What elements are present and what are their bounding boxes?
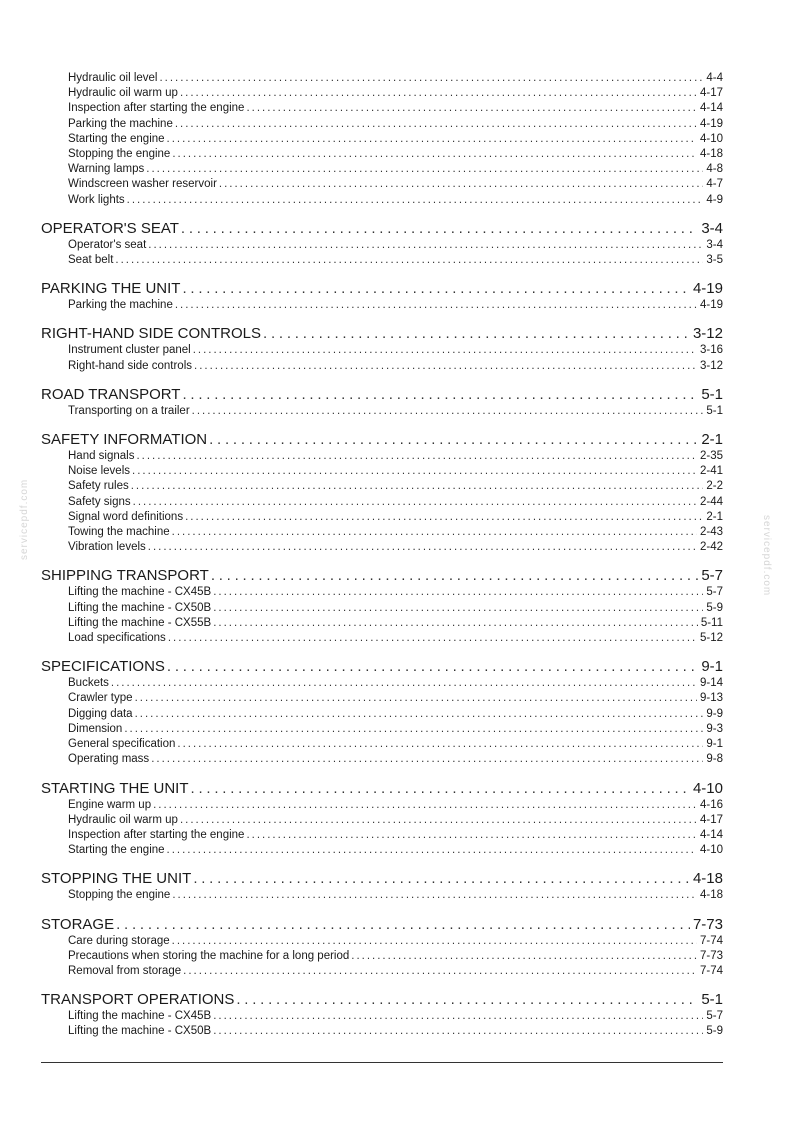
entry-page: 4-14	[699, 828, 723, 841]
entry-label: Digging data	[68, 707, 133, 720]
entry-page: 4-14	[699, 102, 723, 115]
entry-page: 4-4	[706, 72, 723, 84]
index-entry[interactable]	[41, 162, 723, 177]
entry-label: Removal from storage	[68, 964, 182, 977]
dot-leader	[172, 888, 697, 903]
index-entry[interactable]	[41, 737, 723, 752]
dot-leader	[167, 132, 697, 147]
index-section	[41, 780, 723, 859]
index-entry[interactable]	[41, 601, 723, 616]
entry-label: Operator's seat	[68, 238, 147, 251]
watermark-right: servicepdf.com	[761, 515, 772, 597]
entry-page: 2-43	[699, 526, 723, 539]
heading-page: 4-18	[692, 870, 723, 888]
entry-page: 7-74	[699, 934, 723, 947]
entry-page: 4-16	[699, 798, 723, 811]
index-entry[interactable]	[41, 479, 723, 494]
dot-leader	[213, 1009, 703, 1024]
index-entry[interactable]	[41, 616, 723, 631]
entry-label: Operating mass	[68, 753, 150, 766]
entry-label: Stopping the engine	[68, 889, 171, 902]
index-entry[interactable]	[41, 359, 723, 374]
entry-page: 9-8	[706, 753, 723, 766]
index-entry[interactable]	[41, 238, 723, 253]
dot-leader	[111, 676, 697, 691]
entry-label: Dimension	[68, 722, 123, 735]
entry-page: 4-18	[699, 889, 723, 902]
section-heading[interactable]	[41, 916, 723, 934]
index-entry[interactable]	[41, 177, 723, 192]
entry-label: Lifting the machine - CX45B	[68, 586, 212, 599]
index-entry[interactable]	[41, 298, 723, 313]
index-entry[interactable]	[41, 949, 723, 964]
entry-label: Safety rules	[68, 480, 129, 493]
entry-page: 2-41	[699, 465, 723, 478]
entry-page: 3-12	[699, 359, 723, 372]
dot-leader	[213, 1024, 703, 1039]
index-section	[41, 325, 723, 373]
index-entry[interactable]	[41, 1024, 723, 1039]
entry-page: 5-9	[706, 601, 723, 614]
entry-label: Warning lamps	[68, 163, 145, 176]
index-section	[41, 280, 723, 313]
index-entry[interactable]	[41, 71, 723, 86]
dot-leader	[213, 585, 703, 600]
dot-leader	[213, 616, 698, 631]
dot-leader	[124, 722, 703, 737]
dot-leader	[193, 870, 690, 888]
entry-label: Right-hand side controls	[68, 359, 193, 372]
entry-label: Parking the machine	[68, 299, 173, 312]
entry-label: Hydraulic oil warm up	[68, 813, 178, 826]
entry-page: 9-13	[699, 692, 723, 705]
entry-label: Starting the engine	[68, 132, 165, 145]
index-entry[interactable]	[41, 691, 723, 706]
dot-leader	[132, 464, 697, 479]
index-entry[interactable]	[41, 798, 723, 813]
heading-page: 4-10	[692, 779, 723, 797]
heading-page: 5-1	[701, 991, 723, 1009]
entry-page: 4-10	[699, 844, 723, 857]
index-entry[interactable]	[41, 828, 723, 843]
entry-page: 4-17	[699, 813, 723, 826]
entry-page: 9-1	[706, 738, 723, 751]
section-heading[interactable]	[41, 325, 723, 343]
entry-page: 5-11	[700, 616, 723, 629]
dot-leader	[182, 386, 698, 404]
footer-rule	[41, 1062, 723, 1063]
dot-leader	[263, 325, 690, 343]
entry-page: 5-9	[706, 1025, 723, 1038]
dot-leader	[181, 220, 698, 238]
dot-leader	[168, 631, 697, 646]
dot-leader	[153, 798, 697, 813]
entry-label: Lifting the machine - CX45B	[68, 1010, 212, 1023]
index-section	[41, 386, 723, 419]
entry-label: Load specifications	[68, 632, 166, 645]
entry-label: Instrument cluster panel	[68, 344, 191, 357]
entry-label: Hydraulic oil level	[68, 72, 158, 84]
dot-leader	[185, 510, 703, 525]
entry-page: 4-19	[699, 117, 723, 130]
index-entry[interactable]	[41, 193, 723, 208]
entry-label: Safety signs	[68, 495, 131, 508]
entry-page: 4-7	[706, 178, 723, 191]
index-section	[41, 567, 723, 646]
dot-leader	[213, 601, 703, 616]
index-entry[interactable]	[41, 495, 723, 510]
heading-label: SPECIFICATIONS	[41, 658, 165, 676]
section-heading[interactable]	[41, 870, 723, 888]
dot-leader	[180, 813, 697, 828]
entry-page: 5-7	[706, 1010, 723, 1023]
heading-page: 4-19	[692, 280, 723, 298]
index-entry[interactable]	[41, 86, 723, 101]
heading-label: SAFETY INFORMATION	[41, 431, 208, 449]
section-heading[interactable]	[41, 780, 723, 798]
index-entry[interactable]	[41, 631, 723, 646]
dot-leader	[172, 147, 697, 162]
heading-label: STORAGE	[41, 915, 115, 933]
index-entry[interactable]	[41, 132, 723, 147]
entry-label: General specification	[68, 738, 176, 751]
section-heading[interactable]	[41, 220, 723, 238]
entry-page: 4-10	[699, 132, 723, 145]
entry-page: 4-17	[699, 87, 723, 100]
heading-page: 7-73	[692, 915, 723, 933]
section-heading[interactable]	[41, 280, 723, 298]
section-heading[interactable]	[41, 431, 723, 449]
entry-page: 2-42	[699, 541, 723, 554]
dot-leader	[172, 934, 697, 949]
entry-page: 3-16	[699, 344, 723, 357]
index-section	[41, 71, 723, 208]
heading-label: ROAD TRANSPORT	[41, 385, 181, 403]
entry-label: Work lights	[68, 193, 125, 206]
section-heading[interactable]	[41, 991, 723, 1009]
heading-label: PARKING THE UNIT	[41, 280, 181, 298]
dot-leader	[131, 479, 704, 494]
entry-page: 2-35	[699, 450, 723, 463]
heading-page: 3-4	[701, 219, 723, 237]
entry-label: Hand signals	[68, 450, 135, 463]
entry-label: Hydraulic oil warm up	[68, 87, 178, 100]
entry-label: Inspection after starting the engine	[68, 102, 245, 115]
index-entry[interactable]	[41, 253, 723, 268]
dot-leader	[135, 707, 704, 722]
dot-leader	[193, 343, 697, 358]
dot-leader	[115, 253, 703, 268]
index-entry[interactable]	[41, 510, 723, 525]
entry-label: Precautions when storing the machine for a long period	[68, 949, 350, 962]
index-entry[interactable]	[41, 525, 723, 540]
index-entry[interactable]	[41, 813, 723, 828]
entry-page: 9-14	[699, 677, 723, 690]
heading-label: OPERATOR'S SEAT	[41, 219, 179, 237]
entry-label: Care during storage	[68, 934, 170, 947]
entry-page: 2-44	[699, 495, 723, 508]
section-heading[interactable]	[41, 658, 723, 676]
dot-leader	[151, 752, 703, 767]
dot-leader	[159, 71, 703, 86]
index-list	[41, 71, 723, 1040]
index-entry[interactable]	[41, 843, 723, 858]
entry-label: Lifting the machine - CX50B	[68, 601, 212, 614]
entry-label: Parking the machine	[68, 117, 173, 130]
dot-leader	[236, 991, 698, 1009]
heading-page: 5-1	[701, 385, 723, 403]
entry-page: 5-1	[706, 404, 723, 417]
heading-page: 2-1	[701, 431, 723, 449]
dot-leader	[148, 540, 697, 555]
index-section	[41, 658, 723, 767]
index-entry[interactable]	[41, 464, 723, 479]
entry-page: 4-19	[699, 299, 723, 312]
dot-leader	[182, 280, 690, 298]
entry-label: Transporting on a trailer	[68, 404, 190, 417]
dot-leader	[183, 964, 697, 979]
dot-leader	[167, 658, 698, 676]
section-heading[interactable]	[41, 567, 723, 585]
heading-page: 3-12	[692, 325, 723, 343]
entry-label: Buckets	[68, 677, 109, 690]
dot-leader	[146, 162, 703, 177]
entry-label: Engine warm up	[68, 798, 152, 811]
dot-leader	[135, 691, 697, 706]
heading-page: 5-7	[701, 567, 723, 585]
dot-leader	[148, 238, 703, 253]
dot-leader	[246, 828, 697, 843]
entry-label: Noise levels	[68, 465, 130, 478]
heading-label: TRANSPORT OPERATIONS	[41, 991, 235, 1009]
index-entry[interactable]	[41, 147, 723, 162]
index-entry[interactable]	[41, 343, 723, 358]
dot-leader	[127, 193, 704, 208]
entry-page: 3-4	[706, 238, 723, 251]
index-entry[interactable]	[41, 117, 723, 132]
index-entry[interactable]	[41, 707, 723, 722]
entry-page: 3-5	[706, 254, 723, 267]
entry-page: 4-9	[706, 193, 723, 206]
entry-page: 7-74	[699, 964, 723, 977]
index-entry[interactable]	[41, 934, 723, 949]
dot-leader	[167, 843, 697, 858]
entry-label: Stopping the engine	[68, 148, 171, 161]
entry-page: 5-7	[706, 586, 723, 599]
index-entry[interactable]	[41, 888, 723, 903]
entry-label: Towing the machine	[68, 526, 170, 539]
entry-page: 7-73	[699, 949, 723, 962]
dot-leader	[177, 737, 703, 752]
watermark-left: servicepdf.com	[19, 478, 30, 560]
dot-leader	[116, 916, 690, 934]
entry-label: Starting the engine	[68, 844, 165, 857]
index-entry[interactable]	[41, 722, 723, 737]
index-section	[41, 916, 723, 980]
entry-page: 5-12	[699, 632, 723, 645]
dot-leader	[211, 567, 699, 585]
index-section	[41, 991, 723, 1039]
index-entry[interactable]	[41, 404, 723, 419]
entry-label: Signal word definitions	[68, 510, 184, 523]
index-entry[interactable]	[41, 676, 723, 691]
index-entry[interactable]	[41, 964, 723, 979]
heading-page: 9-1	[701, 658, 723, 676]
entry-page: 9-9	[706, 707, 723, 720]
heading-label: SHIPPING TRANSPORT	[41, 567, 209, 585]
entry-label: Seat belt	[68, 254, 114, 267]
dot-leader	[191, 780, 690, 798]
dot-leader	[351, 949, 697, 964]
index-section	[41, 431, 723, 555]
dot-leader	[180, 86, 697, 101]
index-entry[interactable]	[41, 449, 723, 464]
dot-leader	[209, 431, 698, 449]
entry-page: 2-2	[706, 480, 723, 493]
index-section	[41, 870, 723, 903]
entry-label: Inspection after starting the engine	[68, 828, 245, 841]
entry-label: Lifting the machine - CX55B	[68, 616, 212, 629]
dot-leader	[136, 449, 696, 464]
index-section	[41, 220, 723, 268]
entry-page: 4-18	[699, 148, 723, 161]
entry-label: Crawler type	[68, 692, 133, 705]
dot-leader	[246, 101, 697, 116]
heading-label: STOPPING THE UNIT	[41, 870, 192, 888]
entry-label: Windscreen washer reservoir	[68, 178, 217, 191]
dot-leader	[175, 117, 697, 132]
entry-page: 2-1	[706, 510, 723, 523]
dot-leader	[194, 359, 697, 374]
entry-page: 9-3	[706, 722, 723, 735]
dot-leader	[133, 495, 697, 510]
entry-page: 4-8	[706, 163, 723, 176]
heading-label: STARTING THE UNIT	[41, 779, 189, 797]
dot-leader	[175, 298, 697, 313]
index-entry[interactable]	[41, 585, 723, 600]
dot-leader	[192, 404, 704, 419]
index-entry[interactable]	[41, 540, 723, 555]
index-entry[interactable]	[41, 752, 723, 767]
index-entry[interactable]	[41, 1009, 723, 1024]
index-entry[interactable]	[41, 101, 723, 116]
heading-label: RIGHT-HAND SIDE CONTROLS	[41, 325, 262, 343]
entry-label: Vibration levels	[68, 541, 146, 554]
entry-label: Lifting the machine - CX50B	[68, 1025, 212, 1038]
dot-leader	[219, 177, 703, 192]
section-heading[interactable]	[41, 386, 723, 404]
dot-leader	[172, 525, 697, 540]
